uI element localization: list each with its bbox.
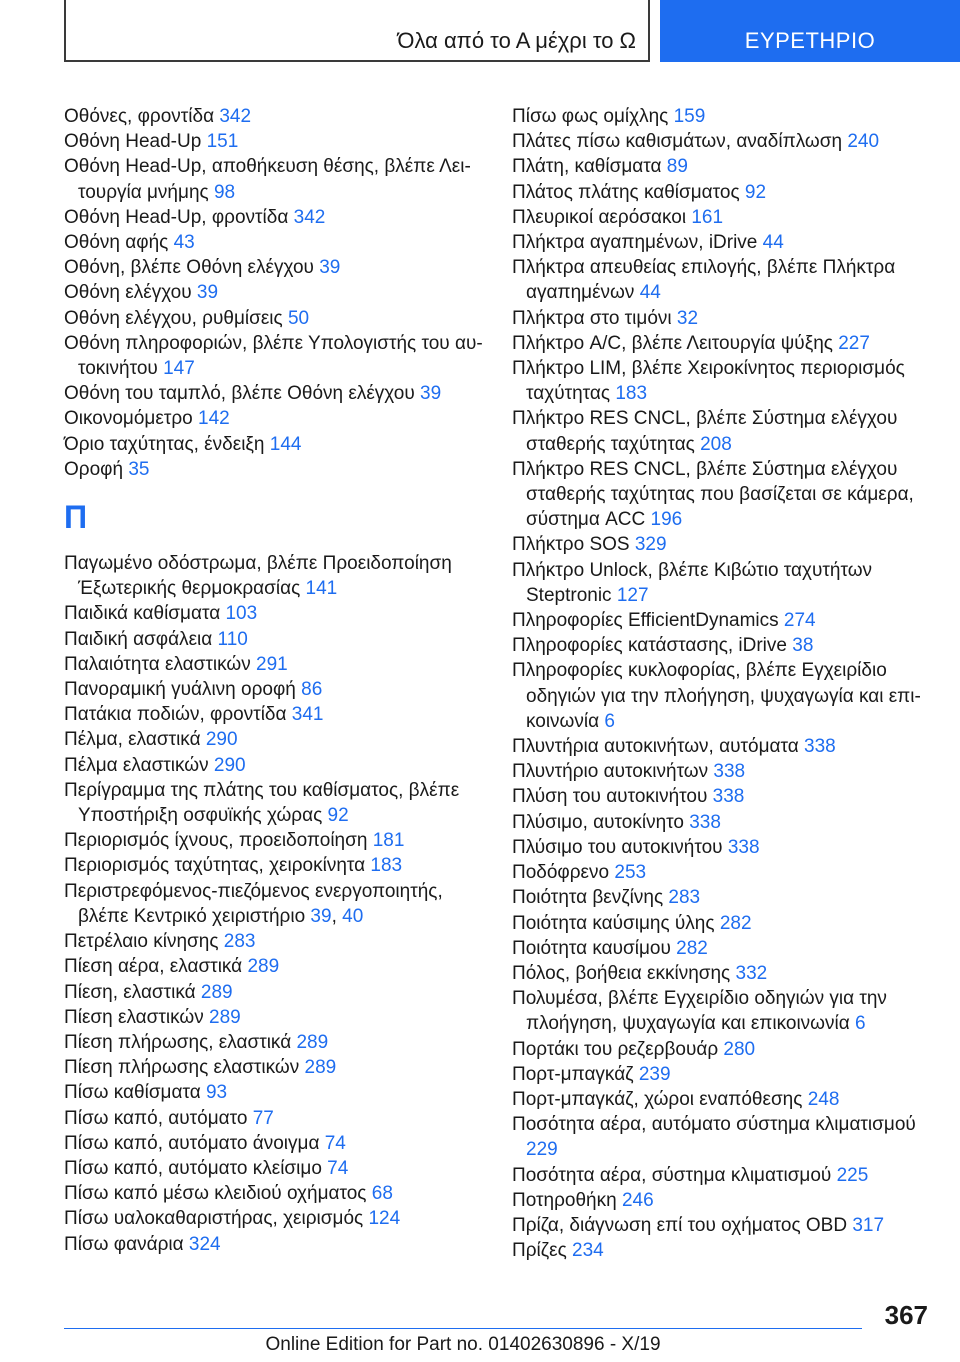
index-entry [64, 551, 484, 601]
entry-term: Παιδικά καθίσματα [64, 603, 226, 625]
page-link[interactable]: 338 [804, 736, 836, 758]
entry-term: Πληροφορίες κατάστασης, iDrive [512, 635, 793, 657]
page-link[interactable]: 159 [673, 106, 706, 127]
page-link[interactable]: 6 [604, 710, 615, 732]
page-link[interactable]: 124 [368, 1208, 401, 1230]
entry-term: Πλήκτρα απευθείας επιλογής, βλέπε Πλήκτρα αγαπημένων [512, 257, 896, 304]
index-entry [512, 1062, 932, 1087]
entry-term: Πίεση πλήρωσης, ελαστικά [64, 1031, 297, 1053]
page-link[interactable]: 317 [852, 1214, 885, 1236]
entry-term: Οικονομόμετρο [64, 408, 198, 430]
index-entry [512, 356, 932, 406]
index-entry [512, 810, 932, 835]
index-entry [64, 1106, 484, 1131]
index-entry [512, 1188, 932, 1213]
page-link[interactable]: 44 [762, 232, 784, 254]
entry-term: Πλάτη, καθίσματα [512, 156, 667, 178]
entry-term: Ποδόφρενο [512, 862, 615, 884]
index-label: ΕΥΡΕΤΗΡΙΟ [744, 28, 876, 53]
index-entry [512, 230, 932, 255]
entry-term: Παλαιότητα ελαστικών [64, 653, 256, 675]
index-entry [512, 633, 932, 658]
index-entry [64, 828, 484, 853]
page-link[interactable]: 39 [319, 257, 341, 279]
page-link[interactable]: 92 [327, 805, 349, 827]
page-link[interactable]: 98 [213, 181, 236, 203]
entry-term: Πλήκτρο LIM, βλέπε Χειροκίνητος περιορισμός ταχύτητας [512, 358, 905, 405]
footer-divider [64, 1328, 862, 1329]
page-link[interactable]: 246 [621, 1189, 654, 1211]
index-entry [64, 727, 484, 752]
page-link[interactable]: 110 [217, 628, 248, 650]
entry-term: Οθόνη ελέγχου [64, 282, 197, 304]
section-title: Όλα από το Α μέχρι το Ω [397, 28, 636, 53]
entry-term: Οθόνες, φροντίδα [64, 106, 220, 127]
entry-term: Πορτ-μπαγκάζ, χώροι εναπόθεσης [512, 1088, 808, 1110]
index-entry [512, 1213, 932, 1238]
entry-term: Πετρέλαιο κίνησης [64, 931, 224, 953]
index-entry [512, 961, 932, 986]
section-tab [64, 0, 650, 62]
page-link[interactable]: 229 [526, 1139, 558, 1161]
index-tab[interactable] [660, 0, 960, 62]
entry-term: Πλάτος πλάτης καθίσματος [512, 181, 745, 203]
entry-term: Πέλμα, ελαστικά [64, 729, 206, 751]
entry-term: Οθόνη Head-Up, αποθήκευση θέσης, βλέπε Λειτουργία μνήμης [64, 156, 471, 203]
entry-term: Πορτ-μπαγκάζ [512, 1063, 639, 1085]
entry-list [64, 551, 484, 1257]
page-link[interactable]: 127 [616, 584, 649, 606]
page-link[interactable]: 225 [836, 1164, 869, 1186]
entry-term: Πλήκτρα αγαπημένων, iDrive [512, 232, 763, 254]
entry-term: Πλυντήριο αυτοκινήτων [512, 761, 714, 783]
index-entry [64, 1131, 484, 1156]
page-link[interactable]: 239 [638, 1063, 671, 1085]
entry-term: Πληροφορίες EfficientDynamics [512, 610, 784, 632]
page-link[interactable]: 338 [713, 761, 746, 783]
entry-term: Πέλμα ελαστικών [64, 754, 214, 776]
page-link[interactable]: 141 [305, 578, 338, 600]
entry-term: Πλήκτρα στο τιμόνι [512, 307, 677, 329]
entry-term: Πλύση του αυτοκινήτου [512, 786, 713, 808]
page-link[interactable]: 283 [668, 887, 701, 909]
entry-term: Πατάκια ποδιών, φροντίδα [64, 704, 292, 726]
entry-term: Πληροφορίες κυκλοφορίας, βλέπε Εγχειρίδιο οδηγιών για την πλοήγηση, ψυχαγωγία και επικοινωνία [512, 660, 921, 732]
entry-term: Οθόνη πληροφοριών, βλέπε Υπολογιστής του αυτοκινήτου [64, 332, 483, 380]
page-link[interactable]: 183 [615, 383, 648, 405]
index-entry [64, 853, 484, 878]
entry-term: Πολυμέσα, βλέπε Εγχειρίδιο οδηγιών για την πλοήγηση, ψυχαγωγία και επικοινωνία [512, 988, 887, 1035]
entry-term: Πλήκτρο RES CNCL, βλέπε Σύστημα ελέγχου σταθερής ταχύτητας που βασίζεται σε κάμερα, σύστημα ACC [512, 458, 914, 531]
page-link[interactable]: 38 [792, 635, 814, 657]
index-entry [512, 457, 932, 533]
page-link[interactable]: 332 [735, 962, 768, 984]
index-entry [512, 608, 932, 633]
entry-term: Οροφή [64, 458, 129, 480]
page-link[interactable]: 282 [719, 912, 752, 934]
entry-term: Πορτάκι του ρεζερβουάρ [512, 1038, 724, 1060]
index-entry [64, 954, 484, 979]
index-entry [512, 154, 932, 179]
entry-term: Παιδική ασφάλεια [64, 628, 218, 650]
page-link[interactable]: 161 [691, 206, 724, 228]
index-entry [64, 1232, 484, 1257]
index-entry [512, 331, 932, 356]
index-entry [64, 1181, 484, 1206]
page-link[interactable]: 280 [723, 1038, 756, 1060]
index-entry [64, 1055, 484, 1080]
entry-term: Πίσω καπό μέσω κλειδιού οχήματος [64, 1183, 372, 1205]
index-entry [64, 280, 484, 305]
page-link[interactable]: 338 [689, 811, 721, 833]
entry-term: Πίσω υαλοκαθαριστήρας, χειρισμός [64, 1208, 369, 1230]
index-entry [512, 1163, 932, 1188]
entry-term: Πρίζες [512, 1240, 573, 1262]
page-link[interactable]: 289 [296, 1031, 329, 1053]
entry-term: Πίσω φανάρια [64, 1233, 189, 1255]
page-link[interactable]: 142 [198, 408, 230, 430]
page-link[interactable]: 44 [639, 282, 661, 304]
entry-term: Οθόνη του ταμπλό, βλέπε Οθόνη ελέγχου [64, 383, 420, 405]
entry-term: Πλύσιμο, αυτοκίνητο [512, 811, 690, 833]
page-link[interactable]: 274 [783, 610, 816, 632]
page-link[interactable]: 183 [370, 855, 403, 877]
entry-term: Ποσότητα αέρα, σύστημα κλιματισμού [512, 1164, 837, 1186]
section-letter: Π [64, 499, 88, 536]
index-entry [64, 778, 484, 828]
index-entry [64, 1005, 484, 1030]
index-entry [512, 306, 932, 331]
entry-term: Ποιότητα καυσίμου [512, 937, 677, 959]
index-entry [64, 1206, 484, 1231]
page-link[interactable]: 289 [247, 956, 280, 978]
entry-term: Οθόνη, βλέπε Οθόνη ελέγχου [64, 257, 320, 279]
index-entry [512, 860, 932, 885]
index-entry [512, 885, 932, 910]
index-entry [512, 558, 932, 608]
index-entry [512, 1112, 932, 1162]
index-entry [64, 129, 484, 154]
page-link[interactable]: 227 [838, 332, 870, 354]
entry-term: Πλήκτρο A/C, βλέπε Λειτουργία ψύξης [512, 332, 839, 354]
page-link[interactable]: 77 [252, 1107, 274, 1129]
page-link[interactable]: 289 [200, 981, 233, 1003]
entry-term: Ποσότητα αέρα, αυτόματο σύστημα κλιματισμού [512, 1114, 916, 1136]
entry-term: Πίσω καπό, αυτόματο κλείσιμο [64, 1157, 328, 1179]
index-entry [512, 205, 932, 230]
entry-term: Περιστρεφόμενος-πιεζόμενος ενεργοποιητής, βλέπε Κεντρικό χειριστήριο [64, 880, 443, 927]
page-link[interactable]: 290 [213, 754, 246, 776]
index-entry [64, 154, 484, 204]
index-entry [64, 432, 484, 457]
index-entry [64, 255, 484, 280]
entry-term: Πλήκτρο SOS [512, 534, 635, 556]
index-entry [64, 104, 484, 129]
page-link[interactable]: 181 [372, 830, 405, 852]
entry-term: Πίεση ελαστικών [64, 1006, 209, 1028]
page-link[interactable]: 253 [614, 862, 647, 884]
index-entry [512, 784, 932, 809]
entry-term: Ποιότητα καύσιμης ύλης [512, 912, 720, 934]
index-entry [64, 652, 484, 677]
index-entry [64, 929, 484, 954]
entry-term: Παγωμένο οδόστρωμα, βλέπε Προειδοποίηση Έξωτερικής θερμοκρασίας [64, 553, 452, 600]
index-entry [64, 205, 484, 230]
page-link[interactable]: 290 [205, 729, 238, 751]
page-link[interactable]: 144 [269, 433, 302, 455]
entry-term: Πλάτες πίσω καθισμάτων, αναδίπλωση [512, 131, 848, 153]
entry-term: Πίεση, ελαστικά [64, 981, 201, 1003]
page-link[interactable]: 103 [225, 603, 258, 625]
index-entry [64, 381, 484, 406]
entry-term: Πίεση αέρα, ελαστικά [64, 956, 248, 978]
page-link[interactable]: 93 [205, 1082, 228, 1104]
index-entry [64, 331, 484, 381]
page-link[interactable]: 68 [371, 1183, 393, 1205]
index-entry [512, 532, 932, 557]
index-column-right [512, 104, 932, 1263]
page-link[interactable]: 50 [287, 307, 310, 329]
page-link[interactable]: 39 [196, 282, 219, 304]
entry-term: Περίγραμμα της πλάτης του καθίσματος, βλέπε Υποστήριξη οσφυϊκής χώρας [64, 779, 460, 827]
entry-term: Οθόνη Head-Up [64, 131, 207, 153]
entry-term: Οθόνη αφής [64, 232, 174, 254]
page-link[interactable]: 338 [712, 786, 745, 808]
page-link[interactable]: 92 [744, 181, 767, 203]
page-link[interactable]: 43 [173, 232, 195, 254]
index-entry [512, 255, 932, 305]
page-link[interactable]: 40 [342, 905, 364, 927]
index-entry [512, 911, 932, 936]
page-link[interactable]: 289 [304, 1057, 337, 1079]
page-link[interactable]: 341 [291, 704, 324, 726]
page-link[interactable]: 89 [666, 156, 688, 178]
index-entry [64, 306, 484, 331]
index-entry [512, 1087, 932, 1112]
entry-term: Πλήκτρο Unlock, βλέπε Κιβώτιο ταχυτήτων Steptronic [512, 559, 873, 606]
index-entry [512, 180, 932, 205]
page-link[interactable]: 283 [223, 931, 256, 953]
page-link[interactable]: 151 [206, 131, 239, 153]
index-entry [64, 677, 484, 702]
index-entry [64, 1030, 484, 1055]
entry-term: Πίσω καπό, αυτόματο [64, 1107, 253, 1129]
page-link[interactable]: 329 [634, 534, 667, 556]
entry-term: Πλήκτρο RES CNCL, βλέπε Σύστημα ελέγχου σταθερής ταχύτητας [512, 408, 898, 455]
entry-term: Περιορισμός ίχνους, προειδοποίηση [64, 830, 373, 852]
entry-term: Οθόνη ελέγχου, ρυθμίσεις [64, 307, 288, 329]
page-link[interactable]: 147 [163, 358, 195, 380]
index-entry [64, 1080, 484, 1105]
index-entry [512, 1238, 932, 1263]
index-entry [64, 601, 484, 626]
page-link[interactable]: 282 [676, 937, 708, 959]
entry-term: Πίσω καπό, αυτόματο άνοιγμα [64, 1132, 325, 1154]
index-entry [64, 406, 484, 431]
entry-term: Ποιότητα βενζίνης [512, 887, 669, 909]
page-link[interactable]: 6 [855, 1013, 866, 1035]
index-entry: Περιστρεφόμενος-πιεζόμενος ενεργοποιητής, βλέπε Κεντρικό χειριστήριο 39, 40 [64, 880, 443, 927]
page-link[interactable]: 196 [650, 509, 683, 531]
page-link[interactable]: 338 [727, 836, 760, 858]
page-link[interactable]: 291 [256, 653, 288, 675]
entry-term: Ποτηροθήκη [512, 1189, 622, 1211]
index-column-left [64, 104, 484, 1257]
page-link[interactable]: 248 [807, 1088, 840, 1110]
index-entry [512, 658, 932, 734]
page-link[interactable]: 289 [209, 1006, 241, 1028]
footer-edition: Online Edition for Part no. 01402630896 - X/19 [265, 1334, 661, 1355]
index-entry [512, 406, 932, 456]
entry-list [64, 104, 484, 482]
index-entry [512, 1037, 932, 1062]
index-entry [512, 734, 932, 759]
page-number: 367 [884, 1300, 928, 1330]
index-entry [64, 457, 484, 482]
index-entry [512, 104, 932, 129]
index-entry [64, 753, 484, 778]
page-link[interactable]: 324 [188, 1233, 221, 1255]
entry-term: Πίσω καθίσματα [64, 1082, 206, 1104]
entry-term: Πίσω φως ομίχλης [512, 106, 674, 127]
entry-term: Πλευρικοί αερόσακοι [512, 206, 692, 228]
entry-term: Οθόνη Head-Up, φροντίδα [64, 206, 294, 228]
index-entry [512, 986, 932, 1036]
page-link[interactable]: 39 [420, 383, 442, 405]
entry-term: Πλύσιμο του αυτοκινήτου [512, 836, 728, 858]
page-link[interactable]: 74 [324, 1132, 346, 1154]
page-link[interactable]: 240 [847, 131, 880, 153]
index-entry [512, 835, 932, 860]
page-link[interactable]: 208 [700, 433, 732, 455]
index-entry [512, 936, 932, 961]
entry-term: Πρίζα, διάγνωση επί του οχήματος OBD [512, 1214, 853, 1236]
page-link[interactable]: 234 [572, 1240, 604, 1262]
index-entry [64, 980, 484, 1005]
page-link[interactable]: 74 [327, 1157, 349, 1179]
entry-term: Όριο ταχύτητας, ένδειξη [64, 433, 270, 455]
page-link[interactable]: 342 [293, 206, 326, 228]
index-entry [64, 627, 484, 652]
page-link[interactable]: 32 [676, 307, 699, 329]
entry-list [512, 104, 932, 1263]
entry-term: Πανοραμική γυάλινη οροφή [64, 679, 302, 701]
entry-term: Περιορισμός ταχύτητας, χειροκίνητα [64, 855, 371, 877]
index-entry [512, 759, 932, 784]
index-entry [512, 129, 932, 154]
index-entry [64, 702, 484, 727]
page-link[interactable]: 86 [301, 679, 323, 701]
entry-term: Πόλος, βοήθεια εκκίνησης [512, 962, 736, 984]
page-link[interactable]: 35 [128, 458, 150, 480]
entry-term: Πίεση πλήρωσης ελαστικών [64, 1057, 305, 1079]
entry-term: Πλυντήρια αυτοκινήτων, αυτόματα [512, 736, 804, 758]
page-link[interactable]: 39 [310, 905, 332, 927]
page-link[interactable]: 342 [219, 106, 252, 127]
index-entry [64, 1156, 484, 1181]
index-entry [64, 230, 484, 255]
